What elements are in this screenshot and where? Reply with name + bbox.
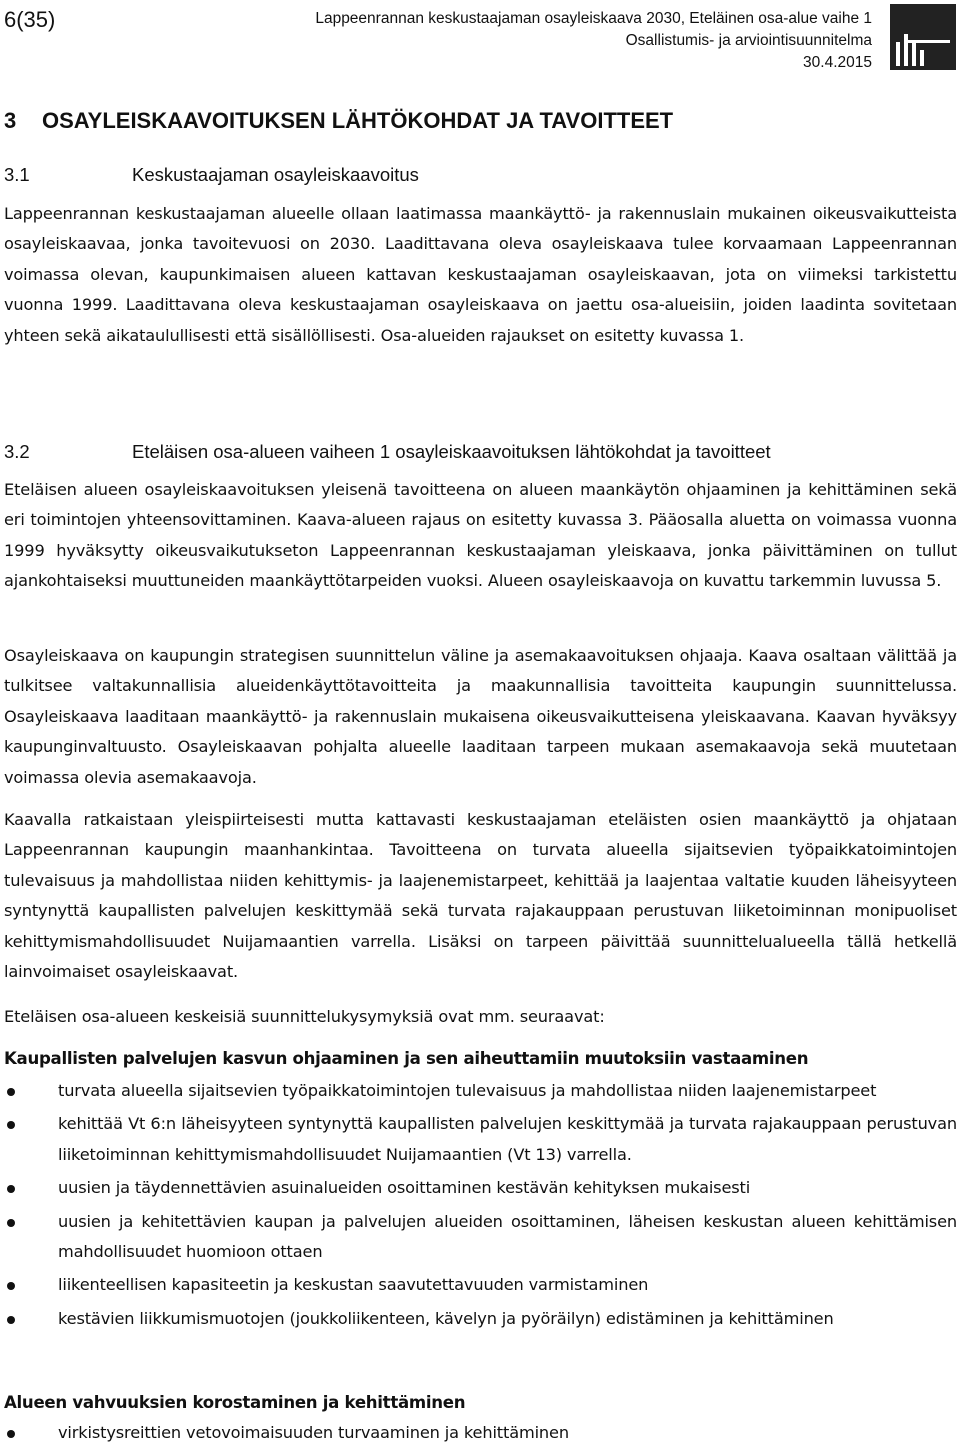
- section-3-2-paragraph-2: Osayleiskaava on kaupungin strategisen suunnittelun väline ja asemakaavoituksen ohjaaja. Kaava osaltaan välittää ja tulkitsee valtakunnallisia alueidenkäyttötavoitteita ja maakunnallisia tavoitteita kaupungin suunnittelussa. Osayleiskaava laaditaan maankäyttö- ja rakennuslain mukaisena oikeusvaikutteisena yleiskaavana. Kaavan hyväksyy kaupunginvaltuusto. Osayleiskaavan pohjalta alueelle laaditaan tarpeen mukaan asemakaavoja sekä muutetaan voimassa olevia asemakaavoja.: [4, 646, 957, 787]
- bullet-icon: [7, 1121, 15, 1129]
- header-date: 30.4.2015: [803, 54, 872, 71]
- section-3-2-paragraph-4: Eteläisen osa-alueen keskeisiä suunnittelukysymyksiä ovat mm. seuraavat:: [4, 1007, 605, 1026]
- subheading-area-strengths: Alueen vahvuuksien korostaminen ja kehittäminen: [4, 1393, 466, 1412]
- section-3-2-paragraph-1: Eteläisen alueen osayleiskaavoituksen yleisenä tavoitteena on alueen maankäytön ohjaaminen ja kehittäminen sekä eri toimintojen yhteensovittaminen. Kaava-alueen rajaus on esitetty kuvassa 3. Pääosalla aluetta on voimassa vuonna 1999 hyväksytty oikeusvaikutukseton Lappeenrannan keskustaajaman yleiskaava, jonka päivittäminen on tullut ajankohtaiseksi muuttuneiden maankäyttötarpeiden vuoksi. Alueen osayleiskaavoja on kuvattu tarkemmin luvussa 5.: [4, 480, 957, 591]
- section-3-title: OSAYLEISKAAVOITUKSEN LÄHTÖKOHDAT JA TAVOITTEET: [42, 108, 674, 133]
- subheading-commercial-services: Kaupallisten palvelujen kasvun ohjaaminen ja sen aiheuttamiin muutoksiin vastaaminen: [4, 1049, 809, 1068]
- document-header: [315, 8, 872, 74]
- city-logo-icon: [890, 4, 956, 70]
- section-3-number: 3: [4, 108, 17, 133]
- section-3-2-number: 3.2: [4, 441, 30, 462]
- bullet-icon: [7, 1282, 15, 1290]
- bullet-icon: [7, 1316, 15, 1324]
- section-3-heading: [4, 106, 673, 136]
- header-title: Lappeenrannan keskustaajaman osayleiskaava 2030, Eteläinen osa-alue vaihe 1: [315, 10, 872, 27]
- section-3-1-paragraph: Lappeenrannan keskustaajaman alueelle ollaan laatimassa maankäyttö- ja rakennuslain mukainen oikeusvaikutteista osayleiskaavaa, jonka tavoitevuosi on 2030. Laadittavana oleva osayleiskaava tulee korvaamaan Lappeenrannan voimassa olevan, kaupunkimaisen alueen kattavan keskustaajaman osayleiskaavan, jota on viimeksi tarkistettu vuonna 1999. Laadittavana oleva keskustaajaman osayleiskaava on jaettu osa-alueisiin, joiden laadinta sovitetaan yhteen sekä aikataulullisesti että sisällöllisesti. Osa-alueiden rajaukset on esitetty kuvassa 1.: [4, 204, 957, 345]
- bullet-icon: [7, 1185, 15, 1193]
- bullet-icon: [7, 1430, 15, 1438]
- bullet-icon: [7, 1219, 15, 1227]
- section-3-2-heading: [4, 439, 771, 465]
- section-3-2-title: Eteläisen osa-alueen vaiheen 1 osayleiskaavoituksen lähtökohdat ja tavoitteet: [132, 441, 771, 462]
- section-3-1-title: Keskustaajaman osayleiskaavoitus: [132, 164, 419, 185]
- bullet-icon: [7, 1088, 15, 1096]
- list-item: virkistysreittien vetovoimaisuuden turvaaminen ja kehittäminen: [0, 1418, 957, 1448]
- list-item: kehittää Vt 6:n läheisyyteen syntynyttä kaupallisten palvelujen keskittymää ja turvata rajakauppaan perustuvan liiketoiminnan kehittymismahdollisuudet Nuijamaantien (Vt 13) varrella.: [0, 1109, 957, 1170]
- section-3-2-paragraph-3: Kaavalla ratkaistaan yleispiirteisesti mutta kattavasti keskustaajaman eteläisten osien maankäyttö ja ohjataan Lappeenrannan kaupungin maanhankintaa. Tavoitteena on turvata alueella sijaitsevien työpaikkatoimintojen tulevaisuus ja mahdollistaa niiden kehittymis- ja laajenemistarpeet, kehittää ja laajentaa valtatie kuuden läheisyyteen syntynyttä kaupallisten palvelujen keskittymää sekä turvata rajakauppaan perustuvan liiketoiminnan monipuoliset kehittymismahdollisuudet Nuijamaantien varrella. Lisäksi on tarpeen päivittää suunnittelualueella tällä hetkellä lainvoimaiset osayleiskaavat.: [4, 810, 957, 982]
- list-commercial-services: [0, 1076, 960, 1334]
- header-subtitle: Osallistumis- ja arviointisuunnitelma: [625, 32, 872, 49]
- list-item: kestävien liikkumismuotojen (joukkoliikenteen, kävelyn ja pyöräilyn) edistäminen ja kehittäminen: [0, 1304, 957, 1334]
- list-item: uusien ja täydennettävien asuinalueiden osoittaminen kestävän kehityksen mukaisesti: [0, 1173, 957, 1203]
- section-3-1-heading: [4, 162, 419, 188]
- page-number: 6(35): [4, 7, 56, 32]
- list-area-strengths: [0, 1418, 960, 1448]
- list-item: liikenteellisen kapasiteetin ja keskustan saavutettavuuden varmistaminen: [0, 1270, 957, 1300]
- list-item: uusien ja kehitettävien kaupan ja palvelujen alueiden osoittaminen, läheisen keskustan alueen kehittämisen mahdollisuudet huomioon ottaen: [0, 1207, 957, 1268]
- list-item: turvata alueella sijaitsevien työpaikkatoimintojen tulevaisuus ja mahdollistaa niiden laajenemistarpeet: [0, 1076, 957, 1106]
- section-3-1-number: 3.1: [4, 164, 30, 185]
